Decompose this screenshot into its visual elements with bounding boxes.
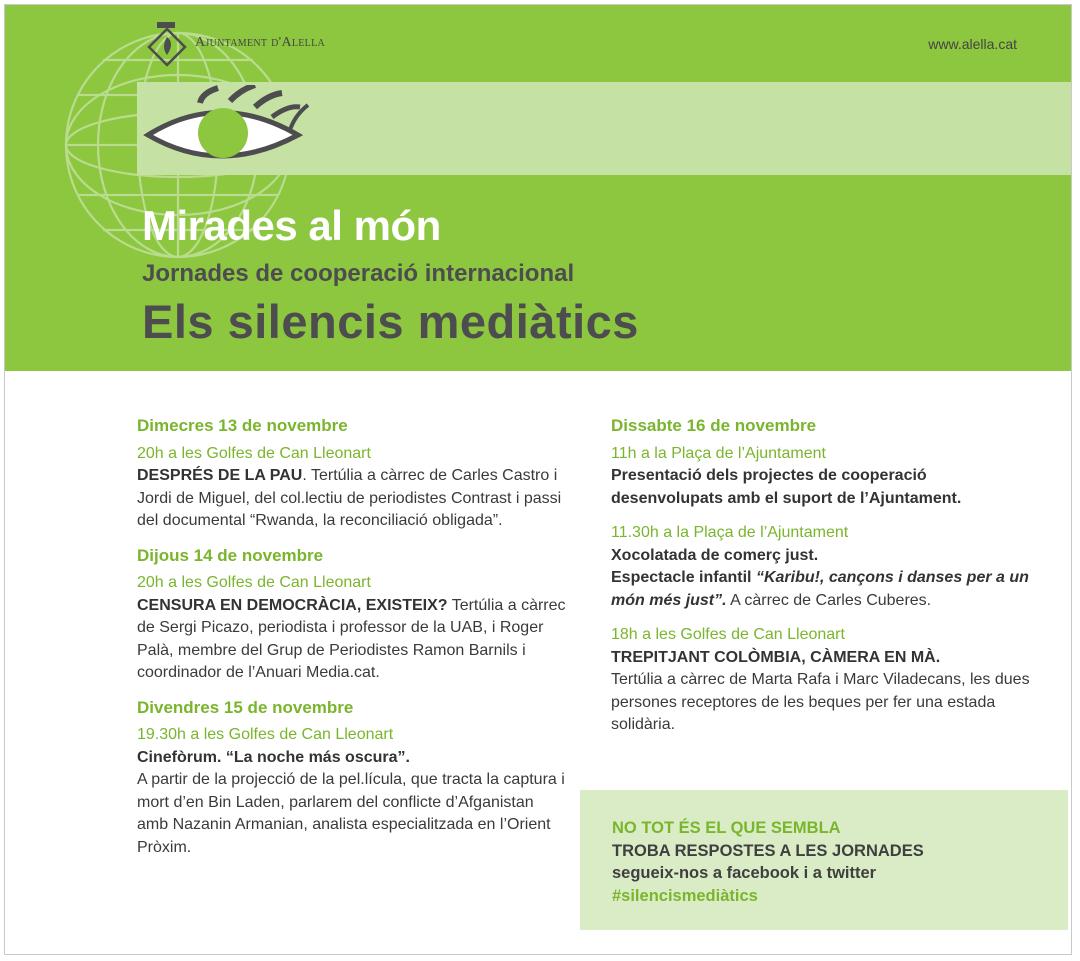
event-detail: A càrrec de Carles Cuberes. — [726, 591, 932, 609]
website-url[interactable]: www.alella.cat — [928, 36, 1017, 52]
event-title: Mirades al món — [142, 202, 441, 249]
event-name: Xocolatada de comerç just. — [611, 546, 819, 564]
event-description — [611, 647, 1031, 737]
event-description — [137, 465, 567, 533]
promo-line-2: TROBA RESPOSTES A LES JORNADES — [612, 841, 924, 860]
event-name: CENSURA EN DEMOCRÀCIA, EXISTEIX? — [137, 596, 448, 614]
event-name-secondary: Espectacle infantil — [611, 569, 756, 586]
promo-line-3: segueix-nos a facebook i a twitter — [612, 864, 877, 882]
event-description — [137, 595, 567, 685]
event-description — [137, 747, 567, 860]
day-section — [137, 415, 567, 533]
event-name: DESPRÉS DE LA PAU — [137, 467, 303, 484]
eye-icon — [140, 85, 315, 170]
event-name: Presentació dels projectes de cooperació desenvolupats amb el suport de l’Ajuntament. — [611, 467, 962, 507]
promo-box — [580, 790, 1068, 930]
event-name: TREPITJANT COLÒMBIA, CÀMERA EN MÀ. — [611, 648, 941, 666]
org-name: Ajuntament d'Alella — [195, 35, 326, 50]
day-heading: Dimecres 13 de novembre — [137, 416, 348, 435]
event-time: 19.30h a les Golfes de Can Lleonart — [137, 726, 394, 743]
event-time: 11.30h a la Plaça de l’Ajuntament — [611, 524, 849, 541]
program-right-column — [611, 415, 1031, 749]
event-description — [611, 465, 1031, 510]
event-subtitle: Jornades de cooperació internacional — [142, 260, 575, 287]
event-time: 18h a les Golfes de Can Lleonart — [611, 626, 845, 643]
day-section — [137, 697, 567, 860]
event-time: 11h a la Plaça de l’Ajuntament — [611, 444, 826, 462]
show-title: “Karibu!, cançons i danses per a un món més just”. — [611, 569, 1029, 609]
event-description — [611, 545, 1031, 613]
event-detail: . Tertúlia a càrrec de Carles Castro i Jordi de Miguel, del col.lectiu de periodistes Contrast i passi del documental “Rwanda, la reconciliació obligada”. — [137, 467, 562, 529]
city-seal-icon — [145, 19, 189, 69]
header-banner — [5, 5, 1071, 371]
day-heading: Dijous 14 de novembre — [137, 545, 324, 565]
event-detail: Tertúlia a càrrec de Marta Rafa i Marc Viladecans, les dues persones receptores de les beques per fer una estada solidària. — [611, 671, 1030, 733]
event-detail: Tertúlia a càrrec de Sergi Picazo, periodista i professor de la UAB, i Roger Palà, membre del Grup de Periodistes Ramon Barnils i coordinador de l’Anuari Media.cat. — [137, 596, 566, 681]
event-time: 20h a les Golfes de Can Lleonart — [137, 444, 371, 462]
hashtag[interactable]: #silencismediàtics — [612, 886, 758, 905]
event-time: 20h a les Golfes de Can Lleonart — [137, 574, 371, 591]
event-detail: A partir de la projecció de la pel.lícula, que tracta la captura i mort d’en Bin Laden, parlarem del conflicte d’Afganistan amb Nazanin Armanian, analista especialitzada en l’Orient Pròxim. — [137, 771, 565, 856]
event-name: Cinefòrum. “La noche más oscura”. — [137, 748, 410, 766]
day-heading: Divendres 15 de novembre — [137, 697, 354, 717]
event-theme: Els silencis mediàtics — [142, 295, 639, 348]
day-section — [137, 545, 567, 685]
promo-text — [612, 817, 924, 907]
program-left-column — [137, 415, 567, 871]
promo-line-1: NO TOT ÉS EL QUE SEMBLA — [612, 819, 841, 837]
day-heading: Dissabte 16 de novembre — [611, 416, 817, 435]
